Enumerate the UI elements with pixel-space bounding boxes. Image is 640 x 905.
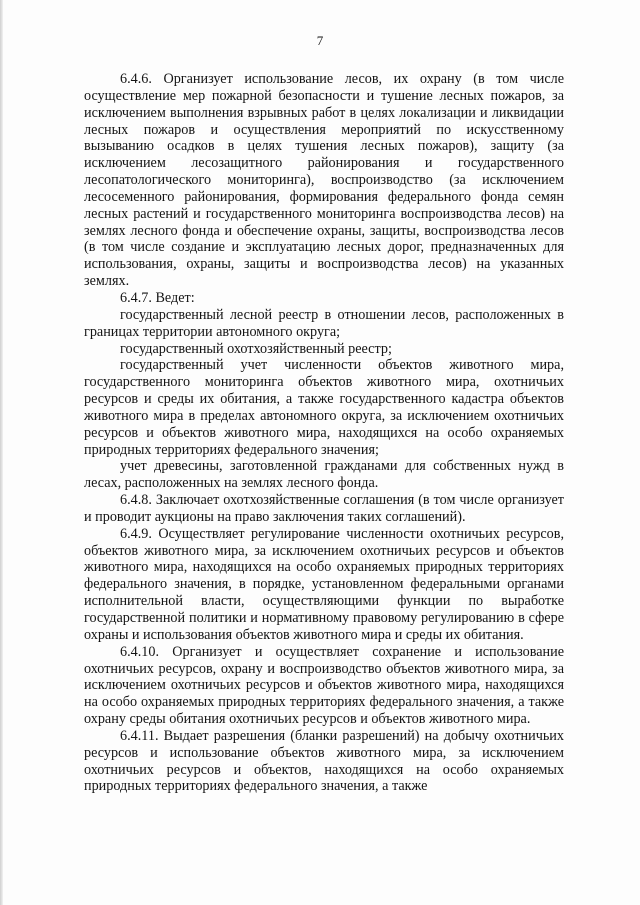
list-item-hunting-registry: государственный охотхозяйственный реестр; (120, 340, 392, 357)
list-item-wildlife-accounting: государственный учет численности объектов животного мира, государственного мониторинга объектов животного мира, охотничьих ресурсов и среды их обитания, а также государственного кадастра объектов животного мира в пределах автономного округа, за исключением охотничьих ресурсов и объектов животного мира, находящихся на особо охраняемых природных территориях федерального значения; (84, 357, 564, 458)
page-number: 7 (316, 33, 324, 48)
paragraph-6-4-11: 6.4.11. Выдает разрешения (бланки разрешений) на добычу охотничьих ресурсов и использование объектов животного мира, за исключением охотничьих ресурсов и объектов, находящихся на особо охраняемых природных территориях федерального значения, а также (84, 727, 564, 795)
paragraph-6-4-8: 6.4.8. Заключает охотхозяйственные соглашения (в том числе организует и проводит аукционы на право заключения таких соглашений). (84, 492, 564, 525)
list-item-forest-registry: государственный лесной реестр в отношении лесов, расположенных в границах территории автономного округа; (84, 306, 564, 340)
document-body (84, 71, 564, 795)
scan-edge (0, 0, 3, 905)
paragraph-6-4-10: 6.4.10. Организует и осуществляет сохранение и использование охотничьих ресурсов, охрану и воспроизводство объектов животного мира, за исключением охотничьих ресурсов и объектов животного мира, находящихся на особо охраняемых природных территориях федерального значения, а также охрану среды обитания охотничьих ресурсов и объектов животного мира. (84, 643, 564, 728)
paragraph-6-4-6: 6.4.6. Организует использование лесов, их охрану (в том числе осуществление мер пожарной безопасности и тушение лесных пожаров, за исключением выполнения взрывных работ в целях локализации и ликвидации лесных пожаров и осуществления мероприятий по искусственному вызыванию осадков в целях тушения лесных пожаров), защиту (за исключением лесозащитного районирования и государственного лесопатологического мониторинга), воспроизводство (за исключением лесосеменного районирования, формирования федерального фонда семян лесных растений и государственного мониторинга воспроизводства лесов) на землях лесного фонда и обеспечение охраны, защиты, воспроизводства лесов (в том числе создание и эксплуатацию лесных дорог, предназначенных для использования, охраны, защиты и воспроизводства лесов) на указанных землях. (84, 71, 564, 290)
paragraph-6-4-9: 6.4.9. Осуществляет регулирование численности охотничьих ресурсов, объектов животного мира, за исключением охотничьих ресурсов и объектов животного мира, находящихся на особо охраняемых природных территориях федерального значения, в порядке, установленном федеральными органами исполнительной власти, осуществляющими функции по выработке государственной политики и нормативному правовому регулированию в сфере охраны и использования объектов животного мира и среды их обитания. (84, 525, 564, 643)
paragraph-6-4-7: 6.4.7. Ведет: (120, 289, 195, 306)
list-item-timber-accounting: учет древесины, заготовленной гражданами для собственных нужд в лесах, расположенных на землях лесного фонда. (84, 458, 564, 492)
